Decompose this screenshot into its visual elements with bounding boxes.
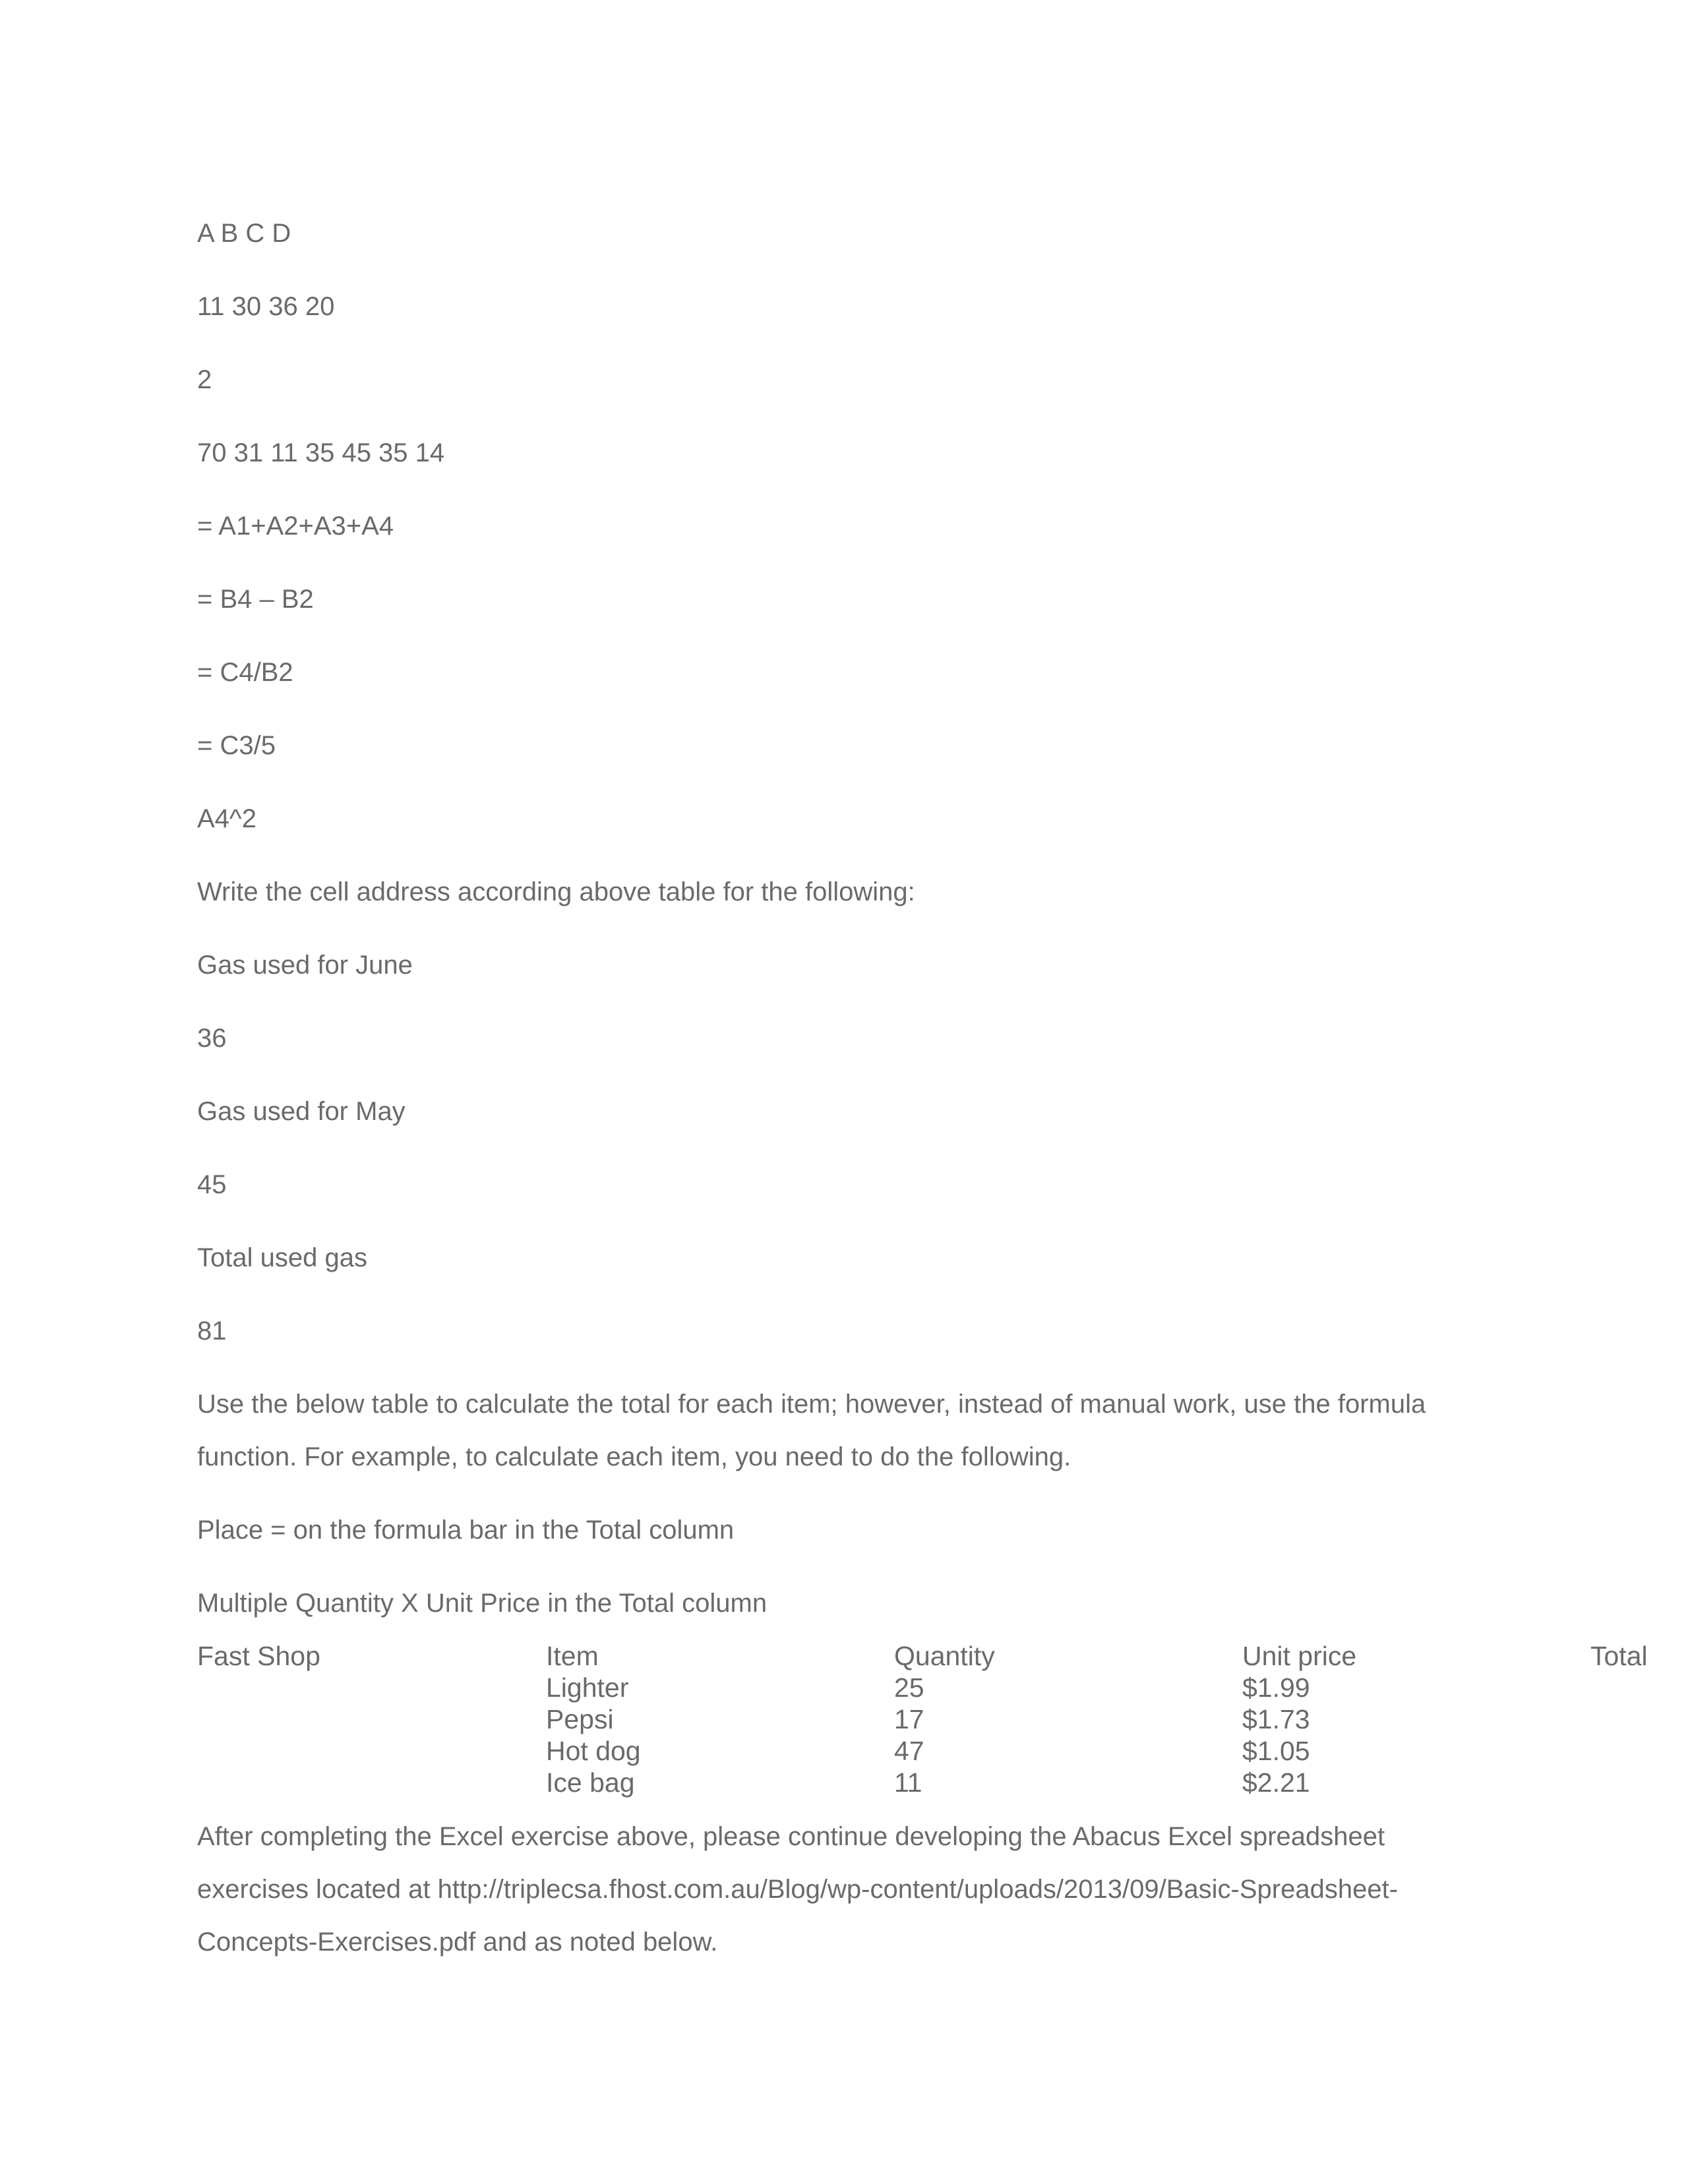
step-line-1: Place = on the formula bar in the Total column — [197, 1516, 735, 1545]
answer-total-gas: 81 — [197, 1316, 227, 1345]
row-values-line-2: 2 — [197, 365, 212, 394]
formula-line-5: A4^2 — [197, 804, 256, 833]
cell-unit-price: $2.21 — [1242, 1767, 1310, 1798]
cell-quantity: 11 — [894, 1767, 922, 1798]
row-values-line-1: 11 30 36 20 — [197, 292, 335, 321]
footer-line-3: Concepts-Exercises.pdf and as noted below. — [197, 1928, 718, 1957]
cell-unit-price: $1.73 — [1242, 1704, 1310, 1734]
cell-quantity: 47 — [894, 1736, 924, 1766]
header-total: Total — [1590, 1641, 1648, 1671]
footer-line-1: After completing the Excel exercise above, please continue developing the Abacus Excel spreadsheet — [197, 1822, 1385, 1851]
cell-item: Ice bag — [546, 1767, 635, 1798]
cell-quantity: 25 — [894, 1672, 924, 1703]
cell-item: Lighter — [546, 1672, 629, 1703]
cell-unit-price: $1.99 — [1242, 1672, 1310, 1703]
answer-gas-may: 45 — [197, 1170, 227, 1199]
cell-item: Pepsi — [546, 1704, 614, 1734]
cell-item: Hot dog — [546, 1736, 641, 1766]
instruction-line: Write the cell address according above table for the following: — [197, 877, 915, 906]
answer-gas-june: 36 — [197, 1024, 227, 1053]
header-item: Item — [546, 1641, 599, 1671]
header-quantity: Quantity — [894, 1641, 995, 1671]
header-unit-price: Unit price — [1242, 1641, 1357, 1671]
question-gas-june: Gas used for June — [197, 951, 413, 980]
question-gas-may: Gas used for May — [197, 1097, 406, 1126]
formula-line-3: = C4/B2 — [197, 658, 293, 687]
table-title: Fast Shop — [197, 1641, 320, 1671]
formula-line-2: = B4 – B2 — [197, 585, 314, 614]
step-line-2: Multiple Quantity X Unit Price in the Total column — [197, 1589, 768, 1618]
cell-quantity: 17 — [894, 1704, 924, 1734]
row-values-line-3: 70 31 11 35 45 35 14 — [197, 438, 445, 467]
formula-line-1: = A1+A2+A3+A4 — [197, 512, 394, 541]
footer-line-2: exercises located at http://triplecsa.fhost.com.au/Blog/wp-content/uploads/2013/09/Basic-Spreadsheet- — [197, 1875, 1399, 1904]
cell-unit-price: $1.05 — [1242, 1736, 1310, 1766]
table-instruction-line-2: function. For example, to calculate each item, you need to do the following. — [197, 1442, 1071, 1471]
question-total-gas: Total used gas — [197, 1243, 367, 1272]
formula-line-4: = C3/5 — [197, 731, 276, 760]
column-headers-line: A B C D — [197, 219, 291, 248]
table-instruction-line-1: Use the below table to calculate the total for each item; however, instead of manual work, use the formula — [197, 1390, 1426, 1419]
